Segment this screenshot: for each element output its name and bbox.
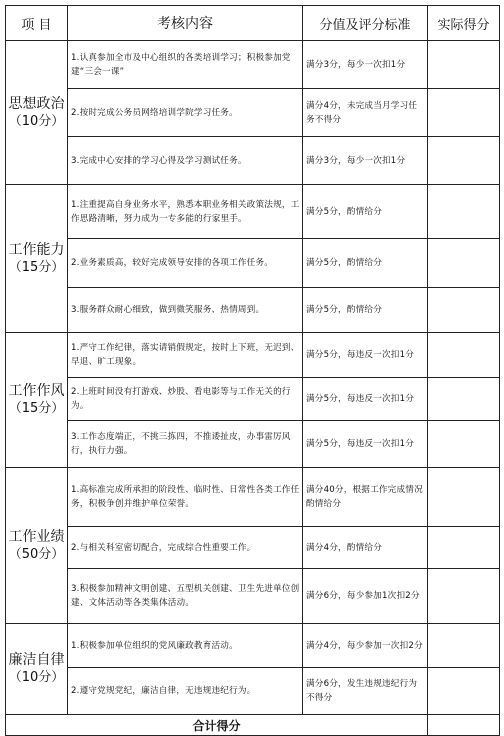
header-score-standard: 分值及评分标准 <box>303 6 428 41</box>
category-cell <box>6 468 68 624</box>
score-standard-cell: 满分3分，每少一次扣1分 <box>303 137 428 185</box>
actual-score-cell[interactable] <box>428 41 500 89</box>
content-cell: 2.按时完成公务员网络培训学院学习任务。 <box>68 89 303 137</box>
score-standard-cell: 满分4分，未完成当月学习任务不得分 <box>303 89 428 137</box>
score-standard-cell: 满分6分，发生违规违纪行为不得分 <box>303 668 428 715</box>
content-cell: 1.严守工作纪律，落实请销假规定，按时上下班，无迟到、早退、旷工现象。 <box>68 333 303 378</box>
table-row <box>6 41 500 89</box>
content-cell: 3.完成中心安排的学习心得及学习测试任务。 <box>68 137 303 185</box>
content-cell: 2.与相关科室密切配合，完成综合性重要工作。 <box>68 527 303 569</box>
content-cell: 3.服务群众耐心细致，做到微笑服务、热情周到。 <box>68 288 303 333</box>
category-points: （10分） <box>8 113 65 129</box>
actual-score-cell[interactable] <box>428 89 500 137</box>
actual-score-cell[interactable] <box>428 624 500 668</box>
header-row <box>6 6 500 41</box>
content-cell: 2.上班时间没有打游戏、炒股、看电影等与工作无关的行为。 <box>68 378 303 421</box>
table-row <box>6 569 500 624</box>
table-row <box>6 137 500 185</box>
header-item: 项 目 <box>6 6 68 41</box>
category-cell <box>6 624 68 715</box>
content-cell: 2.业务素质高，较好完成领导安排的各项工作任务。 <box>68 239 303 288</box>
table-row <box>6 668 500 715</box>
category-name: 思想政治 <box>8 95 65 112</box>
content-cell: 2.遵守党规党纪，廉洁自律，无违规违纪行为。 <box>68 668 303 715</box>
total-row <box>6 715 500 736</box>
score-standard-cell: 满分5分，每违反一次扣1分 <box>303 421 428 468</box>
category-points: （15分） <box>8 401 65 416</box>
content-cell: 3.工作态度端正，不挑三拣四，不推诿扯皮，办事雷厉风行，执行力强。 <box>68 421 303 468</box>
score-standard-cell: 满分40分，根据工作完成情况酌情给分 <box>303 468 428 527</box>
header-content: 考核内容 <box>68 6 303 41</box>
score-standard-cell: 满分5分，酌情给分 <box>303 185 428 239</box>
actual-score-cell[interactable] <box>428 378 500 421</box>
category-name: 廉洁自律 <box>8 652 65 668</box>
actual-score-cell[interactable] <box>428 239 500 288</box>
category-name: 工作业绩 <box>8 528 65 545</box>
table-row <box>6 624 500 668</box>
total-label: 合计得分 <box>6 715 428 736</box>
actual-score-cell[interactable] <box>428 137 500 185</box>
category-cell <box>6 41 68 185</box>
score-standard-cell: 满分5分，每违反一次扣1分 <box>303 333 428 378</box>
table-row <box>6 468 500 527</box>
table-row <box>6 333 500 378</box>
content-cell: 3.积极参加精神文明创建、五型机关创建、卫生先进单位创建、文体活动等各类集体活动。 <box>68 569 303 624</box>
actual-score-cell[interactable] <box>428 569 500 624</box>
score-standard-cell: 满分3分，每少一次扣1分 <box>303 41 428 89</box>
score-standard-cell: 满分4分，每少参加一次扣2分 <box>303 624 428 668</box>
content-cell: 1.认真参加全市及中心组织的各类培训学习；积极参加党建“三会一课” <box>68 41 303 89</box>
score-standard-cell: 满分5分，每违反一次扣1分 <box>303 378 428 421</box>
table-row <box>6 378 500 421</box>
assessment-table <box>5 5 500 736</box>
content-cell: 1.注重提高自身业务水平，熟悉本职业务相关政策法规，工作思路清晰，努力成为一专多能的行家里手。 <box>68 185 303 239</box>
actual-score-cell[interactable] <box>428 468 500 527</box>
content-cell: 1.积极参加单位组织的党风廉政教育活动。 <box>68 624 303 668</box>
category-name: 工作作风 <box>8 383 65 399</box>
score-standard-cell: 满分5分，酌情给分 <box>303 288 428 333</box>
score-standard-cell: 满分6分，每少参加1次扣2分 <box>303 569 428 624</box>
score-standard-cell: 满分5分，酌情给分 <box>303 239 428 288</box>
category-points: （15分） <box>8 259 65 275</box>
actual-score-cell[interactable] <box>428 421 500 468</box>
table-row <box>6 239 500 288</box>
table-row <box>6 185 500 239</box>
category-cell <box>6 185 68 333</box>
actual-score-cell[interactable] <box>428 185 500 239</box>
actual-score-cell[interactable] <box>428 333 500 378</box>
category-cell <box>6 333 68 468</box>
actual-score-cell[interactable] <box>428 527 500 569</box>
table-row <box>6 89 500 137</box>
table-row <box>6 288 500 333</box>
actual-score-cell[interactable] <box>428 668 500 715</box>
total-score-cell[interactable] <box>428 715 500 736</box>
content-cell: 1.高标准完成所承担的阶段性、临时性、日常性各类工作任务，积极争创并维护单位荣誉。 <box>68 468 303 527</box>
score-standard-cell: 满分4分，酌情给分 <box>303 527 428 569</box>
actual-score-cell[interactable] <box>428 288 500 333</box>
table-row <box>6 421 500 468</box>
header-actual-score: 实际得分 <box>428 6 500 41</box>
category-points: （10分） <box>8 670 65 685</box>
category-points: （50分） <box>8 546 65 562</box>
category-name: 工作能力 <box>8 241 65 258</box>
table-row <box>6 527 500 569</box>
